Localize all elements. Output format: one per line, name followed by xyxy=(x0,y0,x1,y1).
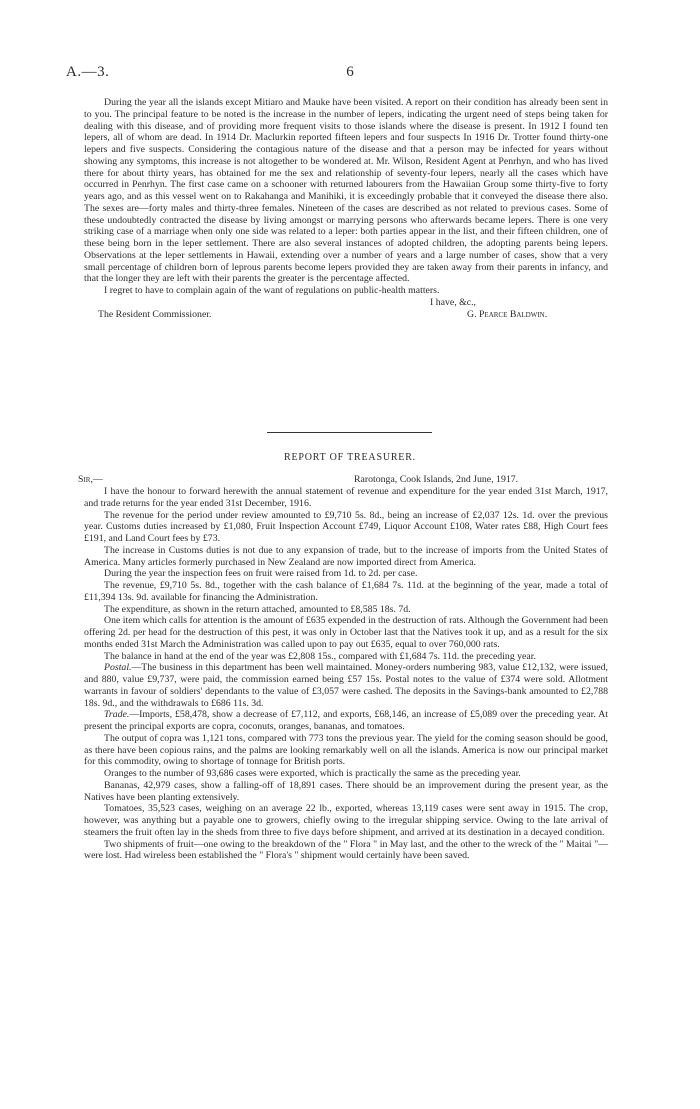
document-reference: A.—3. xyxy=(66,64,110,80)
paragraph: I regret to have to complain again of the want of regulations on public-health matters. xyxy=(104,285,440,296)
page-number: 6 xyxy=(346,64,354,80)
section-divider xyxy=(267,432,432,433)
paragraph: During the year the inspection fees on fruit were raised from 1d. to 2d. per case. xyxy=(104,568,418,580)
closing-line xyxy=(84,297,608,309)
paragraph: The expenditure, as shown in the return attached, amounted to £8,585 18s. 7d. xyxy=(104,603,411,615)
postal-paragraph xyxy=(84,662,608,709)
paragraph: Bananas, 42,979 cases, show a falling-off of 18,891 cases. There should be an improvement during the present year, as the Natives have been planting extensively. xyxy=(84,779,608,803)
signatory: G. Pearce Baldwin. xyxy=(467,308,548,320)
paragraph: The output of copra was 1,121 tons, compared with 773 tons the previous year. The yield for the coming season should be good, as there have been copious rains, and the palms are looking remarkably well on all the islands. America is now our principal market for this commodity, owing to shortage of tonnage for British ports. xyxy=(84,732,608,768)
addressee: The Resident Commissioner. xyxy=(98,308,212,320)
trade-paragraph xyxy=(84,709,608,733)
salutation-line xyxy=(78,474,608,486)
paragraph: The revenue, £9,710 5s. 8d., together with the cash balance of £1,684 7s. 11d. at the beginning of the year, made a total of £11,394 13s. 9d. available for financing the Administration. xyxy=(84,580,608,603)
salutation: Sir,— xyxy=(78,474,103,485)
postal-text: —The business in this department has been well maintained. Money-orders numbering 983, value £12,132, were issued, and 880, value £9,737, were paid, the commission earned being £57 15s. Postal notes to the value of £374 were sold. Allotment warrants in favour of soldiers' dependants to the value of £3,057 were cashed. The deposits in the Savings-bank amounted to £2,788 18s. 9d., and the withdrawals to £686 11s. 3d. xyxy=(84,662,608,709)
leper-report-section xyxy=(84,97,608,321)
trade-text: —Imports, £58,478, show a decrease of £7,112, and exports, £68,146, an increase of £5,089 over the preceding year. At present the principal exports are copra, coconuts, oranges, bananas, and tomatoes. xyxy=(84,709,608,732)
paragraph: Oranges to the number of 93,686 cases were exported, which is practically the same as the preceding year. xyxy=(104,768,521,779)
treasurer-report-section xyxy=(78,474,608,862)
paragraph: The increase in Customs duties is not due to any expansion of trade, but to the increase of imports from the United States of America. Many articles formerly purchased in New Zealand are now imported direct from America. xyxy=(84,544,608,568)
paragraph: During the year all the islands except Mitiaro and Mauke have been visited. A report on their condition has already been sent in to you. The principal feature to be noted is the increase in the number of lepers, indicating the urgent need of steps being taken for dealing with this disease, and of providing more frequent visits to those islands where the disease is present. In 1912 I found ten lepers, all of whom are dead. In 1914 Dr. Maclurkin reported fifteen lepers and four suspects In 1916 Dr. Trotter found thirty-one lepers and five suspects. Considering the contagious nature of the disease and that a person may be infected for years without showing any symptoms, this increase is not altogether to be wondered at. Mr. Wilson, Resident Agent at Penrhyn, and who has lived there for about thirty years, has obtained for me the sex and relationship of seventy-four lepers, nearly all the cases which have occurred in Penrhyn. The first case came on a schooner with returned labourers from the Hawaiian Group some thirty-five to forty years ago, and as this vessel went on to Rakahanga and Manihiki, it is exceedingly probable that it conveyed the disease there also. The sexes are—forty males and thirty-three females. Nineteen of the cases are described as not related to previous cases. Some of these undoubtedly contracted the disease by living amongst or marrying persons who afterwards became lepers. There is one very striking case of a marriage when only one side was related to a leper: both parties appear in the list, and their fifteen children, one of these being born in the leper settlement. There are also several instances of adopted children, the adopting parents being lepers. Observations at the leper settlements in Hawaii, extending over a number of years and a large number of cases, show that a very small percentage of children born of leprous parents become lepers provided they are taken away from their parents in infancy, and that the longer they are left with their parents the greater is the percentage affected. xyxy=(84,97,608,285)
paragraph: The balance in hand at the end of the year was £2,808 15s., compared with £1,684 7s. 11d. the preceding year. xyxy=(104,650,536,662)
paragraph: Two shipments of fruit—one owing to the breakdown of the " Flora " in May last, and the other to the wreck of the " Maitai "—were lost. Had wireless been established the " Flora's " shipment would certainly have been saved. xyxy=(84,838,608,862)
paragraph: I have the honour to forward herewith the annual statement of revenue and expenditure for the year ended 31st March, 1917, and trade returns for the year ended 31st December, 1916. xyxy=(84,486,608,509)
closing-text: I have, &c., xyxy=(430,296,476,308)
trade-label: Trade. xyxy=(104,709,130,721)
section-title: REPORT OF TREASURER. xyxy=(283,452,416,463)
paragraph: The revenue for the period under review amounted to £9,710 5s. 8d., being an increase of £2,037 12s. 1d. over the previous year. Customs duties increased by £1,080, Fruit Inspection Account £749, Liquor Account £108, Water rates £88, High Court fees £191, and Land Court fees by £73. xyxy=(84,509,608,544)
paragraph: One item which calls for attention is the amount of £635 expended in the destruction of rats. Although the Government had been offering 2d. per head for the destruction of this pest, it was only in October last that the Natives took it up, and as a result for the six months ended 31st March the Administration was called upon to pay out £635, equal to over 760,000 rats. xyxy=(84,615,608,650)
postal-label: Postal. xyxy=(104,662,132,674)
paragraph: Tomatoes, 35,523 cases, weighing on an average 22 lb., exported, whereas 13,119 cases were sent away in 1915. The crop, however, was anything but a payable one to growers, chiefly owing to the irregular shipping service. Owing to the late arrival of steamers the fruit often lay in the sheds from three to five days before shipment, and arrived at its destination in a decayed condition. xyxy=(84,803,608,838)
place-date: Rarotonga, Cook Islands, 2nd June, 1917. xyxy=(354,474,519,485)
signature-line xyxy=(84,309,608,321)
